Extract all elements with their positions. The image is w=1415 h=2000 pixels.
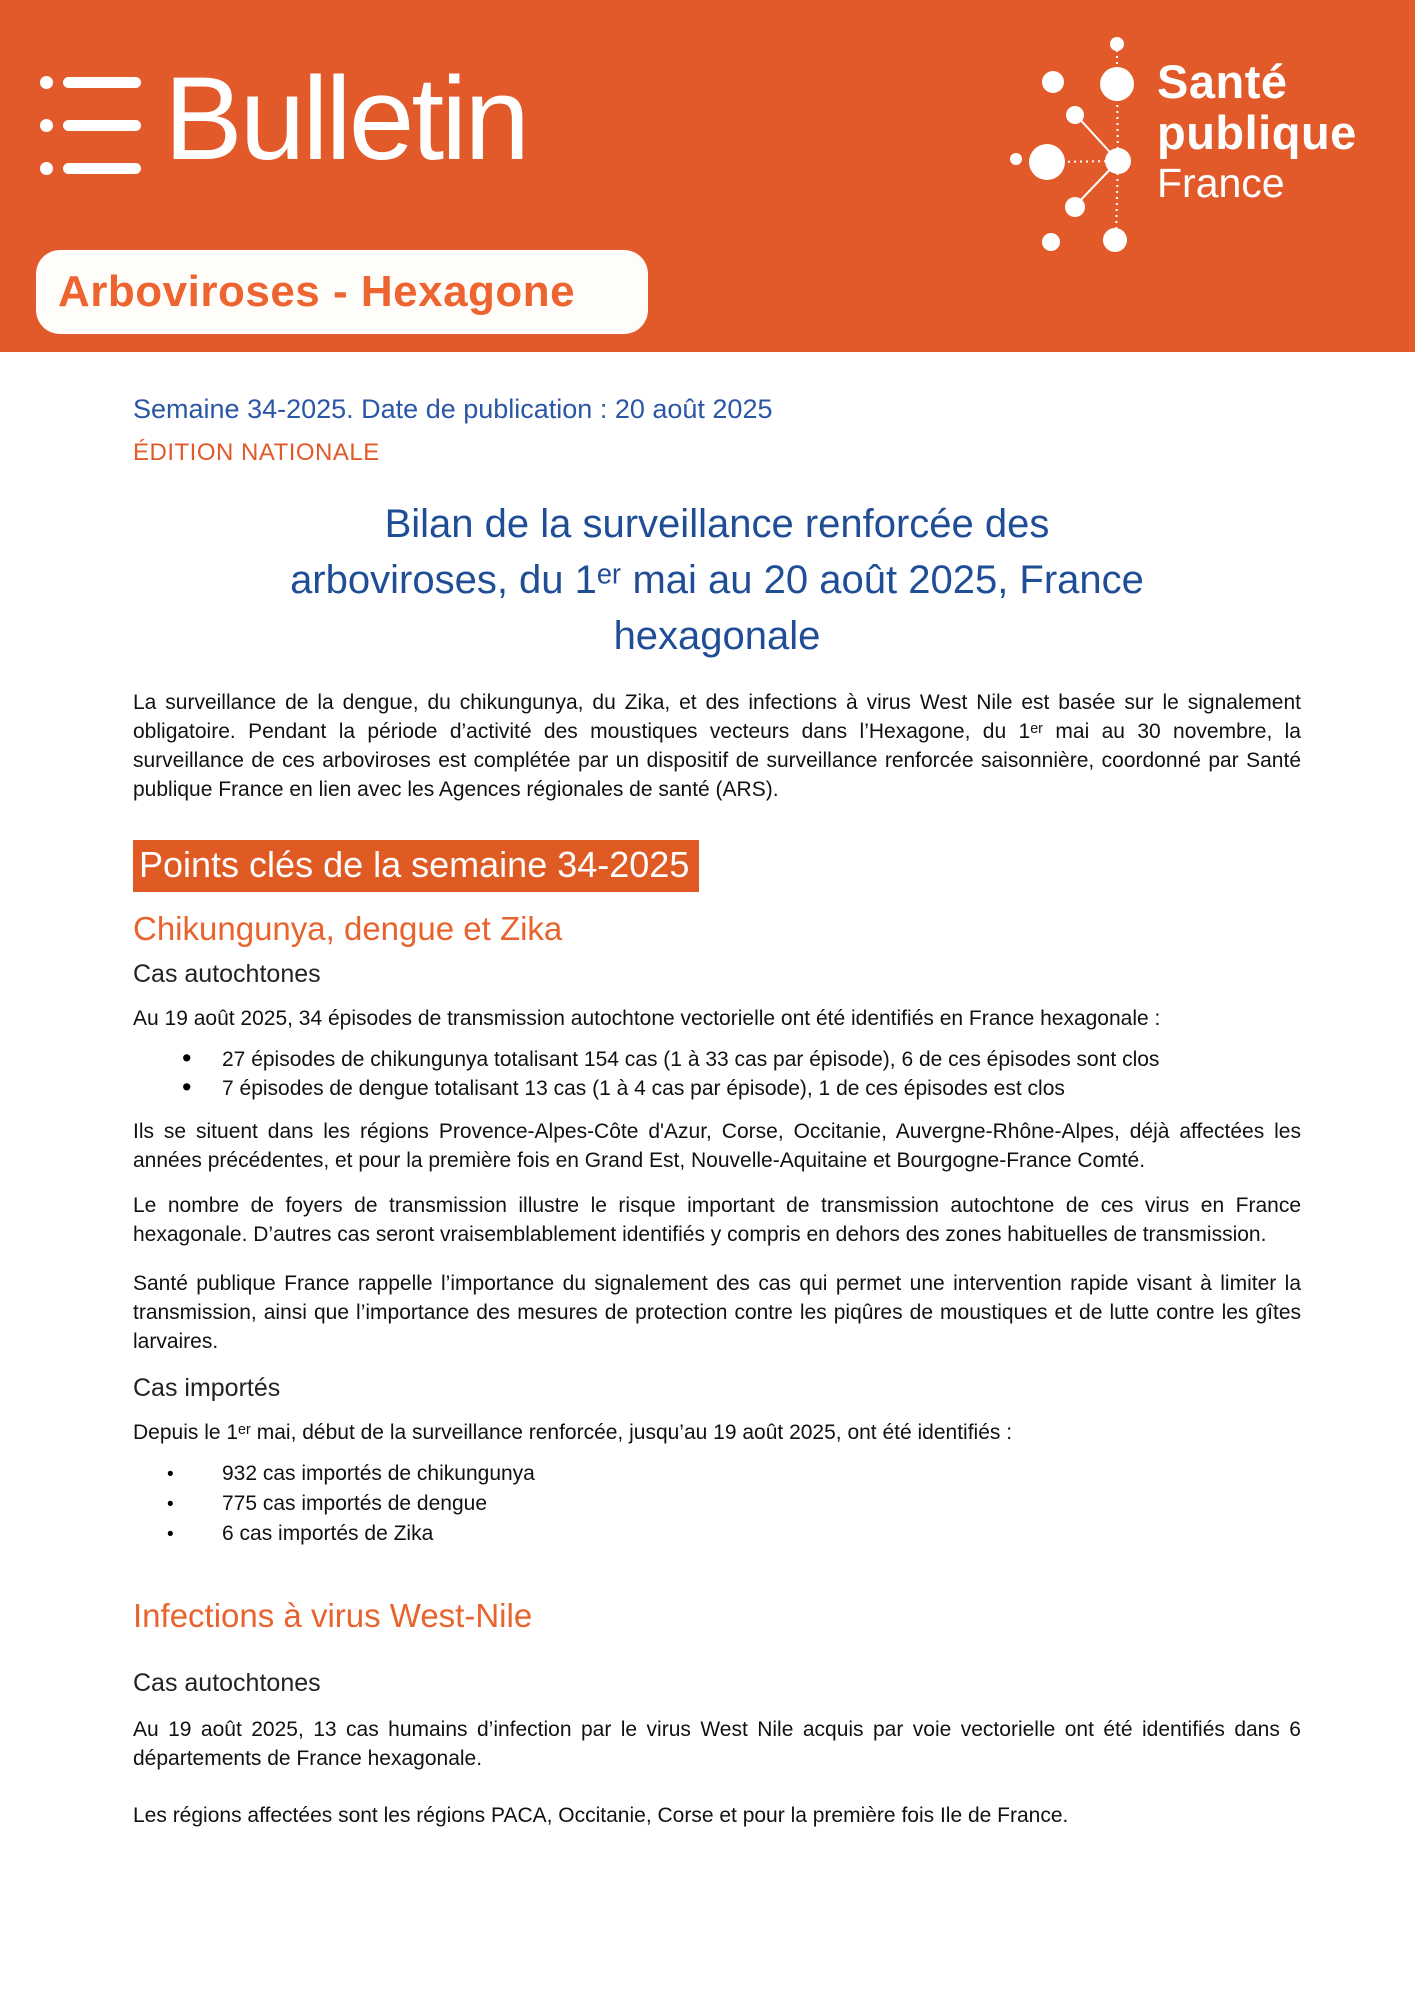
spf-wordmark-line2: publique <box>1157 106 1357 159</box>
wnv-cas-autochtones-heading: Cas autochtones <box>133 1669 321 1697</box>
content-column <box>133 352 1301 1830</box>
spf-wordmark-line3: France <box>1157 160 1285 206</box>
document-title-line2: arboviroses, du 1ᵉʳ mai au 20 août 2025, France <box>290 558 1144 602</box>
edition-badge-label: Arboviroses - Hexagone <box>58 267 576 316</box>
document-title-line3: hexagonale <box>613 614 821 658</box>
spf-wordmark-line1: Santé <box>1157 55 1288 108</box>
cas-autochtones-heading: Cas autochtones <box>133 960 321 988</box>
importes-intro: Depuis le 1ᵉʳ mai, début de la surveillance renforcée, jusqu’au 19 août 2025, ont été identifiés : <box>133 1421 1013 1444</box>
bulletin-wordmark: Bulletin <box>164 53 528 185</box>
bullet-list-icon <box>40 76 150 180</box>
edition-badge <box>36 250 648 334</box>
edition-line: ÉDITION NATIONALE <box>133 439 380 466</box>
bulletin-logo <box>40 48 528 185</box>
importes-bullet-list <box>133 1459 1301 1549</box>
document-title-line1: Bilan de la surveillance renforcée des <box>384 502 1050 546</box>
chikungunya-dengue-zika-heading: Chikungunya, dengue et Zika <box>133 910 563 947</box>
masthead-band <box>0 0 1415 352</box>
autochtones-intro: Au 19 août 2025, 34 épisodes de transmission autochtone vectorielle ont été identifiés en France hexagonale : <box>133 1007 1161 1030</box>
key-points-heading: Points clés de la semaine 34-2025 <box>133 840 699 892</box>
autochtones-bullet-list <box>133 1045 1301 1103</box>
sante-publique-france-logo <box>995 36 1357 254</box>
list-item: • 27 épisodes de chikungunya totalisant 154 cas (1 à 33 cas par épisode), 6 de ces épisodes sont clos <box>133 1045 1301 1074</box>
list-item: • 932 cas importés de chikungunya <box>133 1459 1301 1489</box>
foyers-paragraph: Le nombre de foyers de transmission illustre le risque important de transmission autochtone de ces virus en France hexagonale. D’autres cas seront vraisemblablement identifiés y compris en dehors des zones habituelles de transmission. <box>133 1194 1301 1246</box>
intro-paragraph: La surveillance de la dengue, du chikungunya, du Zika, et des infections à virus West Nile est basée sur le signalement obligatoire. Pendant la période d’activité des moustiques vecteurs dans l’Hexagone, du 1ᵉʳ mai au 30 novembre, la surveillance de ces arboviroses est complétée par un dispositif de surveillance renforcée saisonnière, coordonné par Santé publique France en lien avec les Agences régionales de santé (ARS). <box>133 691 1301 801</box>
spf-wordmark <box>1157 56 1357 254</box>
list-item: • 7 épisodes de dengue totalisant 13 cas (1 à 4 cas par épisode), 1 de ces épisodes est clos <box>133 1074 1301 1103</box>
cas-importes-heading: Cas importés <box>133 1374 281 1402</box>
list-item: • 775 cas importés de dengue <box>133 1489 1301 1519</box>
list-item: • 6 cas importés de Zika <box>133 1519 1301 1549</box>
wnv-cases-paragraph: Au 19 août 2025, 13 cas humains d’infection par le virus West Nile acquis par voie vectorielle ont été identifiés dans 6 départements de France hexagonale. <box>133 1718 1301 1770</box>
publication-date-line: Semaine 34-2025. Date de publication : 20 août 2025 <box>133 394 773 424</box>
regions-paragraph: Ils se situent dans les régions Provence-Alpes-Côte d'Azur, Corse, Occitanie, Auvergne-Rhône-Alpes, déjà affectées les années précédentes, et pour la première fois en Grand Est, Nouvelle-Aquitaine et Bourgogne-France Comté. <box>133 1120 1301 1172</box>
spf-network-icon <box>995 36 1145 254</box>
signalement-paragraph: Santé publique France rappelle l’importance du signalement des cas qui permet une intervention rapide visant à limiter la transmission, ainsi que l’importance des mesures de protection contre les piqûres de moustiques et de lutte contre les gîtes larvaires. <box>133 1272 1301 1353</box>
wnv-regions-paragraph: Les régions affectées sont les régions PACA, Occitanie, Corse et pour la première fois Ile de France. <box>133 1804 1069 1827</box>
document-title <box>133 496 1301 664</box>
west-nile-heading: Infections à virus West-Nile <box>133 1597 533 1634</box>
